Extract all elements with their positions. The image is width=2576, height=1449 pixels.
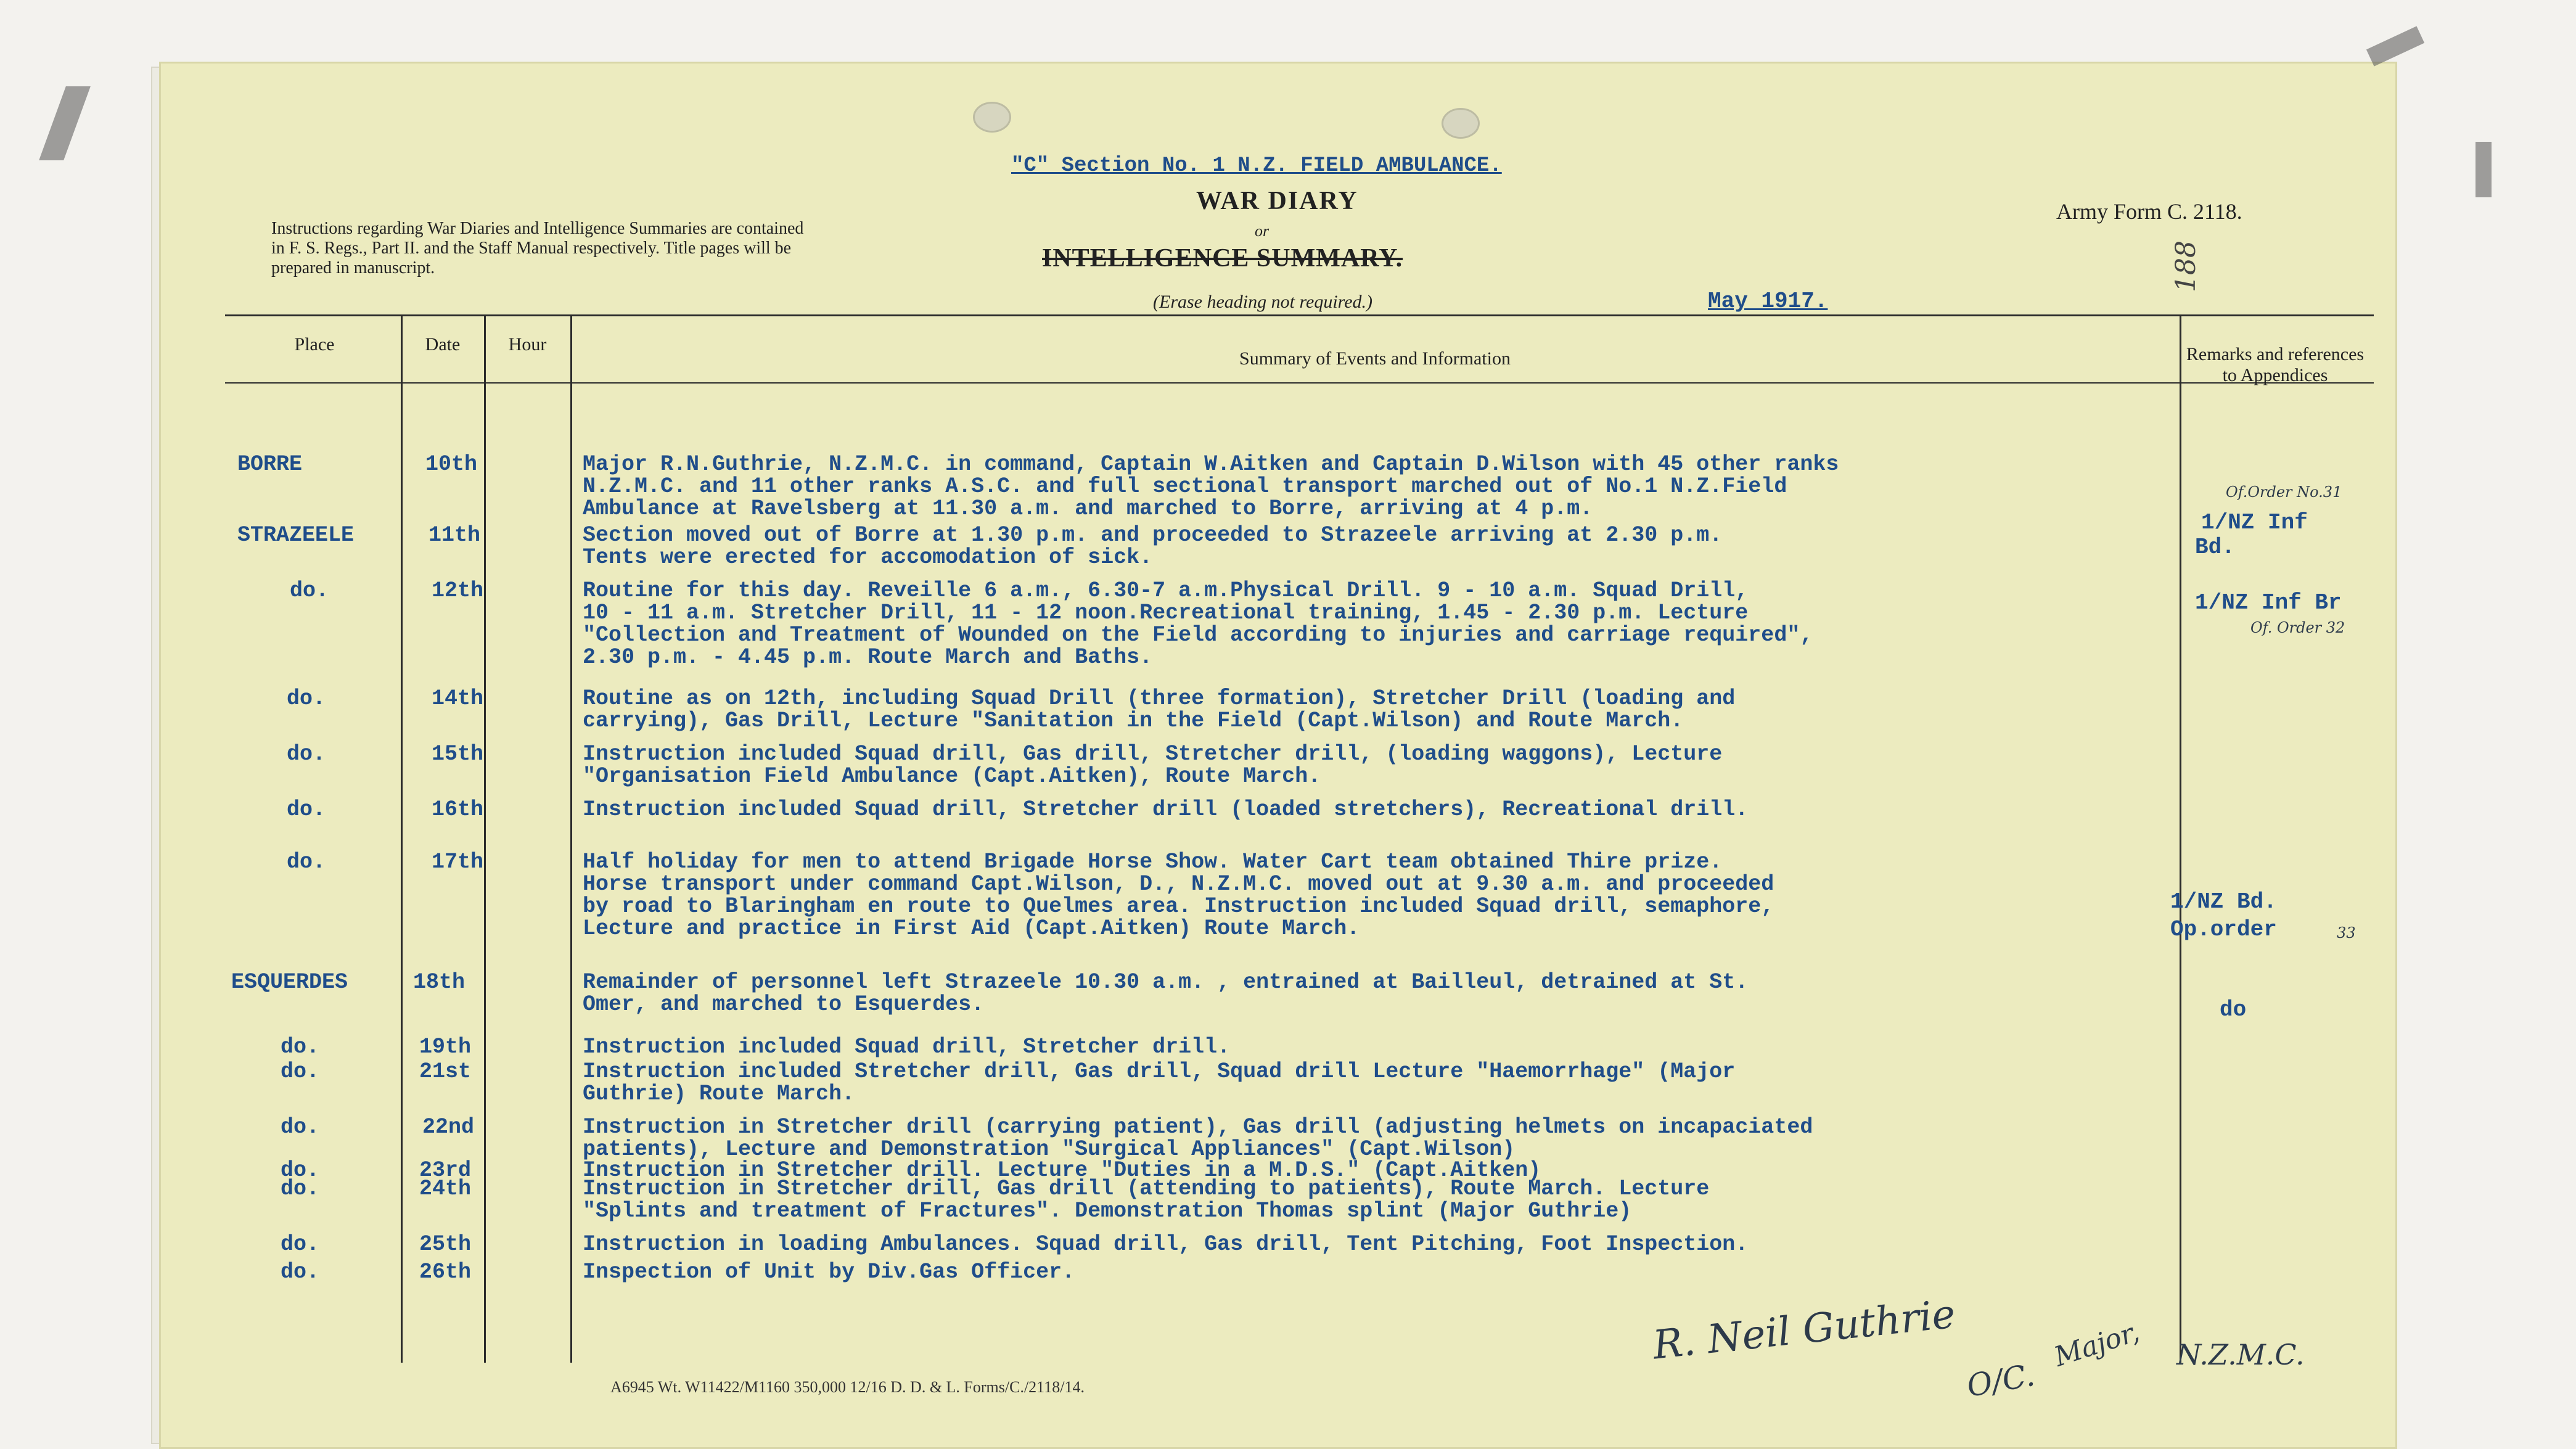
print-code: A6945 Wt. W11422/M1160 350,000 12/16 D. D. & L. Forms/C./2118/14. [610,1378,1085,1396]
remark-reference: do [2220,997,2247,1022]
entry-place: do. [281,1260,320,1284]
entry-place: do. [287,797,326,822]
entry-text-line: carrying), Gas Drill, Lecture "Sanitation in the Field (Capt.Wilson) and Route March. [583,708,1684,733]
war-diary-heading: WAR DIARY [1196,187,1358,215]
entry-text-line: Omer, and marched to Esquerdes. [583,992,985,1017]
remark-reference: Op.order [2170,917,2277,942]
entry-date: 22nd [422,1115,475,1139]
column-divider [484,314,486,1363]
column-divider [570,314,572,1363]
entry-text-line: Instruction included Squad drill, Stretcher drill (loaded stretchers), Recreational drill. [583,797,1749,822]
entry-date: 24th [419,1176,472,1201]
entry-text-line: Instruction included Squad drill, Gas drill, Stretcher drill, (loading waggons), Lecture [583,742,1723,766]
entry-date: 12th [432,578,484,603]
unit-title: "C" Section No. 1 N.Z. FIELD AMBULANCE. [1011,154,1502,178]
entry-text-line: Horse transport under command Capt.Wilson, D., N.Z.M.C. moved out at 9.30 a.m. and proceeded [583,872,1774,897]
entry-place: do. [281,1115,320,1139]
header-rule [225,382,2374,384]
column-header-place: Place [294,334,335,355]
entry-text-line: Instruction included Stretcher drill, Gas drill, Squad drill Lecture "Haemorrhage" (Major [583,1059,1736,1084]
entry-date: 21st [419,1059,472,1084]
entry-place: STRAZEELE [237,523,355,548]
entry-text-line: patients), Lecture and Demonstration "Surgical Appliances" (Capt.Wilson) [583,1137,1516,1162]
entry-place: do. [287,686,326,711]
entry-date: 14th [432,686,484,711]
army-form-number: Army Form C. 2118. [2056,199,2242,224]
entry-text-line: Routine as on 12th, including Squad Drill (three formation), Stretcher Drill (loading and [583,686,1736,711]
entry-place: do. [281,1158,320,1183]
entry-text-line: by road to Blaringham en route to Quelmes area. Instruction included Squad drill, semaphore, [583,894,1774,919]
column-header-date: Date [425,334,461,355]
erase-note: (Erase heading not required.) [1153,292,1373,312]
entry-date: 25th [419,1232,472,1257]
entry-place: do. [290,578,329,603]
remark-reference: Of. Order 32 [2250,619,2345,636]
signature-rank: Major, [2050,1316,2144,1373]
entry-text-line: "Organisation Field Ambulance (Capt.Aitken), Route March. [583,764,1321,789]
entry-place: ESQUERDES [231,970,348,995]
instructions-note: Instructions regarding War Diaries and Intelligence Summaries are contained in F. S. Regs., Part II. and the Staff Manual respectively. Title pages will be prepared in manuscript. [271,219,804,277]
entry-date: 23rd [419,1158,472,1183]
entry-text-line: "Collection and Treatment of Wounded on the Field according to injuries and carriage required", [583,623,1813,647]
remark-reference: 1/NZ Inf [2201,510,2308,535]
or-label: or [1255,222,1270,240]
entry-place: do. [287,742,326,766]
column-header-remarks: Remarks and references to Appendices [2186,344,2365,385]
entry-place: do. [281,1176,320,1201]
pencil-scribble [39,86,91,160]
entry-date: 11th [429,523,481,548]
remark-reference: 33 [2337,924,2356,942]
entry-text-line: 2.30 p.m. - 4.45 p.m. Route March and Baths. [583,645,1153,670]
column-header-hour: Hour [508,334,547,355]
entry-text-line: Section moved out of Borre at 1.30 p.m. and proceeded to Strazeele arriving at 2.30 p.m. [583,523,1723,548]
entry-place: BORRE [237,452,303,477]
column-divider [2180,314,2181,1363]
entry-text-line: "Splints and treatment of Fractures". Demonstration Thomas splint (Major Guthrie) [583,1199,1632,1223]
entry-date: 19th [419,1035,472,1059]
page-number: 188 [2170,240,2202,292]
remark-reference: Bd. [2195,535,2235,560]
column-header-summary: Summary of Events and Information [1239,348,1511,369]
signature-unit: N.Z.M.C. [2176,1338,2305,1371]
entry-text-line: Lecture and practice in First Aid (Capt.Aitken) Route March. [583,916,1360,941]
entry-text-line: Instruction in loading Ambulances. Squad drill, Gas drill, Tent Pitching, Foot Inspection. [583,1232,1749,1257]
entry-text-line: Tents were erected for accomodation of sick. [583,545,1153,570]
entry-text-line: Half holiday for men to attend Brigade Horse Show. Water Cart team obtained Thire prize. [583,850,1723,874]
entry-text-line: Instruction in Stretcher drill (carrying patient), Gas drill (adjusting helmets on incapaciated [583,1115,1813,1139]
entry-text-line: Ambulance at Ravelsberg at 11.30 a.m. and marched to Borre, arriving at 4 p.m. [583,496,1593,521]
entry-text-line: Remainder of personnel left Strazeele 10.30 a.m. , entrained at Bailleul, detrained at St. [583,970,1749,995]
punch-hole [1442,108,1480,139]
entry-text-line: Guthrie) Route March. [583,1082,855,1106]
entry-text-line: Major R.N.Guthrie, N.Z.M.C. in command, Captain W.Aitken and Captain D.Wilson with 45 other ranks [583,452,1839,477]
entry-text-line: Instruction in Stretcher drill, Gas drill (attending to patients), Route March. Lecture [583,1176,1710,1201]
remark-reference: 1/NZ Inf Br [2195,590,2342,615]
entry-date: 26th [419,1260,472,1284]
intelligence-summary-heading: INTELLIGENCE SUMMARY. [1042,244,1403,273]
entry-text-line: 10 - 11 a.m. Stretcher Drill, 11 - 12 noon.Recreational training, 1.45 - 2.30 p.m. Lecture [583,601,1749,625]
entry-text-line: N.Z.M.C. and 11 other ranks A.S.C. and full sectional transport marched out of No.1 N.Z.Field [583,474,1787,499]
entry-place: do. [287,850,326,874]
entry-place: do. [281,1059,320,1084]
table-top-rule [225,314,2374,316]
entry-place: do. [281,1232,320,1257]
punch-hole [973,102,1011,133]
remark-reference: 1/NZ Bd. [2170,889,2277,914]
entry-text-line: Instruction included Squad drill, Stretcher drill. [583,1035,1231,1059]
signature-oc: O/C. [1964,1357,2038,1405]
entry-date: 10th [425,452,478,477]
entry-place: do. [281,1035,320,1059]
entry-date: 15th [432,742,484,766]
signature-name: R. Neil Guthrie [1651,1291,1958,1369]
entry-date: 18th [413,970,466,995]
column-divider [401,314,403,1363]
pencil-scribble [2476,142,2492,197]
entry-text-line: Instruction in Stretcher drill. Lecture "Duties in a M.D.S." (Capt.Aitken) [583,1158,1541,1183]
diary-month: May 1917. [1708,289,1828,314]
entry-text-line: Inspection of Unit by Div.Gas Officer. [583,1260,1075,1284]
pencil-scribble [2366,26,2424,66]
entry-date: 16th [432,797,484,822]
entry-text-line: Routine for this day. Reveille 6 a.m., 6.30-7 a.m.Physical Drill. 9 - 10 a.m. Squad Drill, [583,578,1749,603]
entry-date: 17th [432,850,484,874]
remark-reference: Of.Order No.31 [2226,483,2342,501]
